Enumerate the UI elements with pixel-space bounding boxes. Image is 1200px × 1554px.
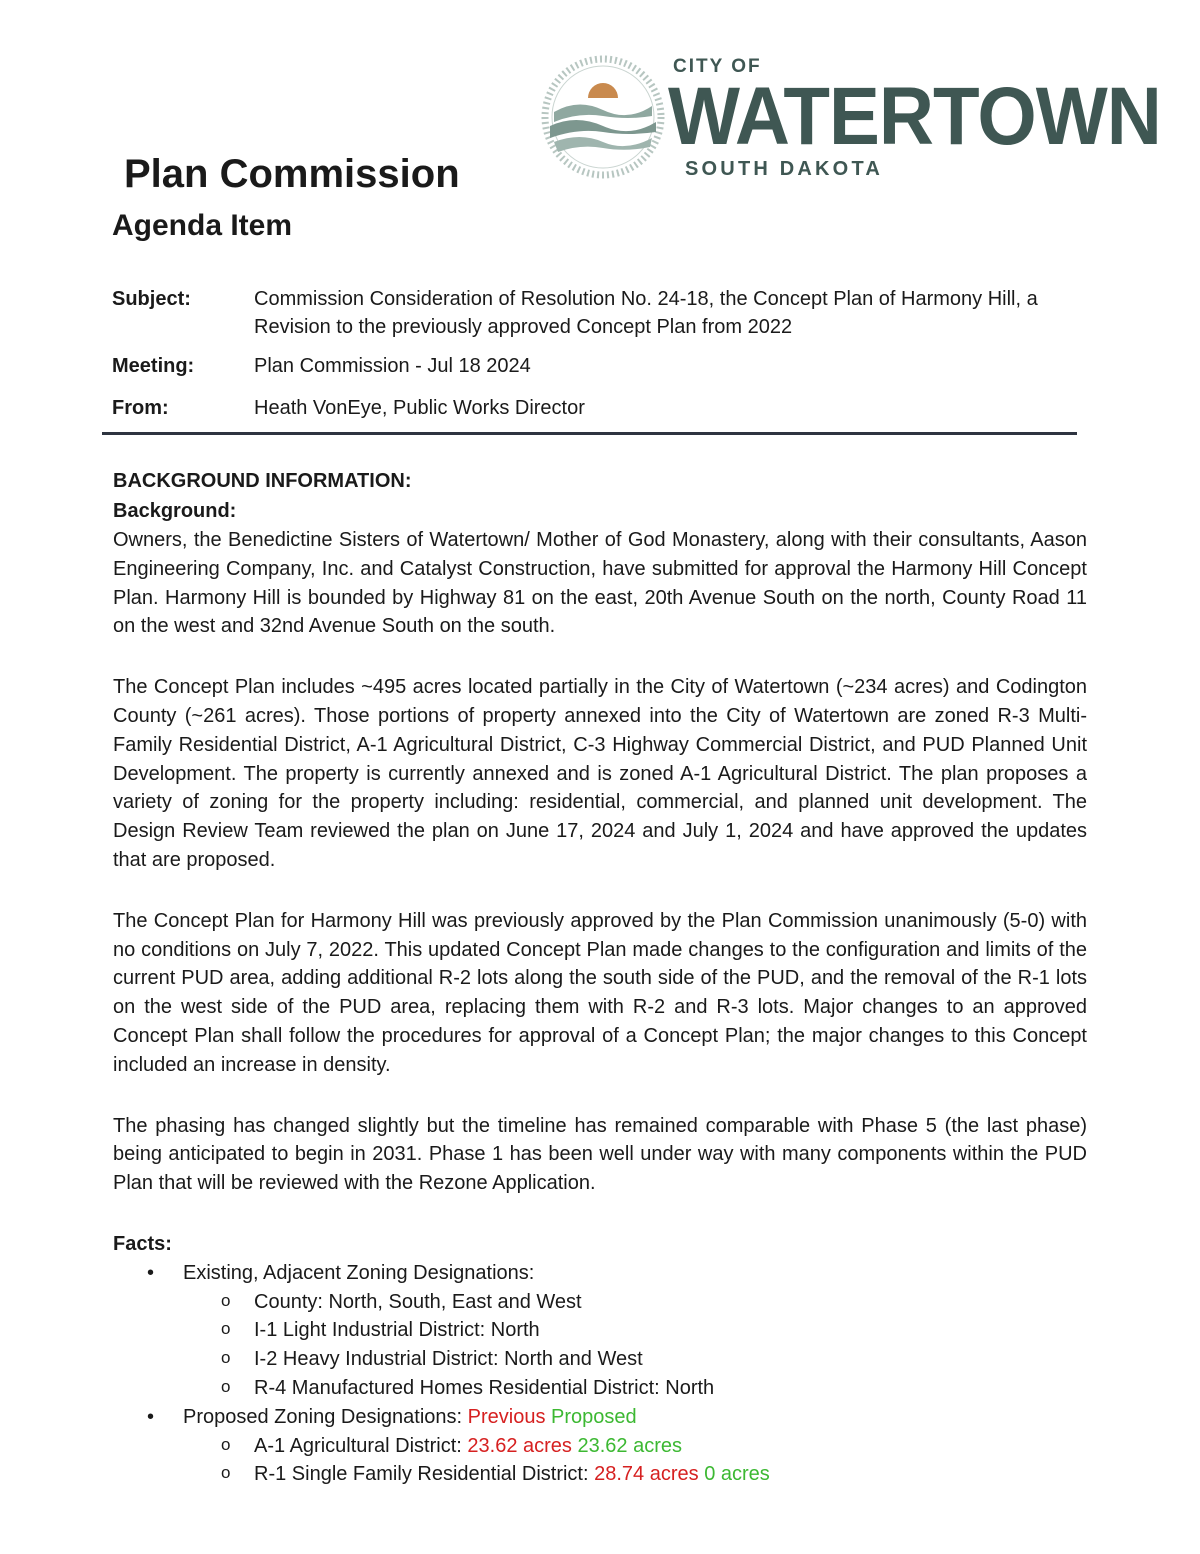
previous-acres: 28.74 acres xyxy=(594,1463,699,1486)
meeting-value: Plan Commission - Jul 18 2024 xyxy=(254,355,531,377)
paragraph-4: The phasing has changed slightly but the timeline has remained comparable with Phase 5 (the last phase) being anticipated to begin in 2031. Phase 1 has been well under way with many components within the PUD Plan that will be reviewed with the Rezone Application. xyxy=(113,1114,1087,1195)
zoning-district-name: A-1 Agricultural District: xyxy=(254,1434,462,1457)
existing-zoning-label: Existing, Adjacent Zoning Designations: xyxy=(183,1261,535,1284)
meeting-label: Meeting: xyxy=(112,355,195,377)
logo-city-of: CITY OF xyxy=(673,56,762,77)
page-title: Plan Commission xyxy=(124,152,460,196)
proposed-zoning-label: Proposed Zoning Designations: xyxy=(183,1405,463,1428)
logo-state: SOUTH DAKOTA xyxy=(685,158,884,180)
list-item xyxy=(113,1259,1087,1403)
subject-label: Subject: xyxy=(112,288,191,310)
list-item xyxy=(183,1460,1087,1489)
list-item xyxy=(113,1403,1087,1489)
page-subtitle: Agenda Item xyxy=(112,209,293,242)
proposed-legend: Proposed xyxy=(551,1405,637,1428)
list-item: o County: North, South, East and West xyxy=(183,1288,1087,1317)
facts-list xyxy=(113,1259,1087,1489)
proposed-zoning-list xyxy=(183,1432,1087,1490)
from-value: Heath VonEye, Public Works Director xyxy=(254,397,585,419)
logo-city-name: WATERTOWN xyxy=(668,71,1161,162)
city-logo xyxy=(540,52,1161,187)
previous-legend: Previous xyxy=(467,1405,546,1428)
paragraph-2: The Concept Plan includes ~495 acres located partially in the City of Watertown (~234 acres) and Codington County (~261 acres). Those portions of property annexed into the City of Watertown are zoned R-3 Multi-Family Residential District, A-1 Agricultural District, C-3 Highway Commercial District, and PUD Planned Unit Development. The property is currently annexed and is zoned A-1 Agricultural District. The plan proposes a variety of zoning for the property including: residential, commercial, and planned unit development. The Design Review Team reviewed the plan on June 17, 2024 and July 1, 2024 and have approved the updates that are proposed. xyxy=(113,676,1087,871)
subject-value: Commission Consideration of Resolution No. 24-18, the Concept Plan of Harmony Hill, a Revision to the previously approved Concept Plan from 2022 xyxy=(254,288,1038,338)
from-label: From: xyxy=(112,397,169,419)
list-item: o I-2 Heavy Industrial District: North and West xyxy=(183,1345,1087,1374)
previous-acres: 23.62 acres xyxy=(467,1434,572,1457)
proposed-acres: 0 acres xyxy=(704,1463,770,1486)
proposed-acres: 23.62 acres xyxy=(577,1434,682,1457)
paragraph-1: Owners, the Benedictine Sisters of Watertown/ Mother of God Monastery, along with their consultants, Aason Engineering Company, Inc. and Catalyst Construction, have submitted for approval the Harmony Hill Concept Plan. Harmony Hill is bounded by Highway 81 on the east, 20th Avenue South on the north, County Road 11 on the west and 32nd Avenue South on the south. xyxy=(113,529,1087,638)
facts-heading: Facts: xyxy=(113,1232,172,1255)
watertown-seal-icon xyxy=(540,54,666,180)
background-heading: Background: xyxy=(113,500,237,522)
zoning-district-name: R-1 Single Family Residential District: xyxy=(254,1463,589,1486)
list-item xyxy=(183,1432,1087,1461)
header-divider xyxy=(102,432,1077,435)
paragraph-3: The Concept Plan for Harmony Hill was previously approved by the Plan Commission unanimously (5-0) with no conditions on July 7, 2022. This updated Concept Plan made changes to the configuration and limits of the current PUD area, adding additional R-2 lots along the south side of the PUD, and the removal of the R-1 lots on the west side of the PUD area, replacing them with R-2 and R-3 lots. Major changes to an approved Concept Plan shall follow the procedures for approval of a Concept Plan; the major changes to this Concept included an increase in density. xyxy=(113,909,1087,1076)
section-heading: BACKGROUND INFORMATION: xyxy=(113,470,412,492)
list-item: o I-1 Light Industrial District: North xyxy=(183,1316,1087,1345)
existing-zoning-list xyxy=(183,1288,1087,1403)
list-item: o R-4 Manufactured Homes Residential District: North xyxy=(183,1374,1087,1403)
document-body xyxy=(113,466,1087,1489)
